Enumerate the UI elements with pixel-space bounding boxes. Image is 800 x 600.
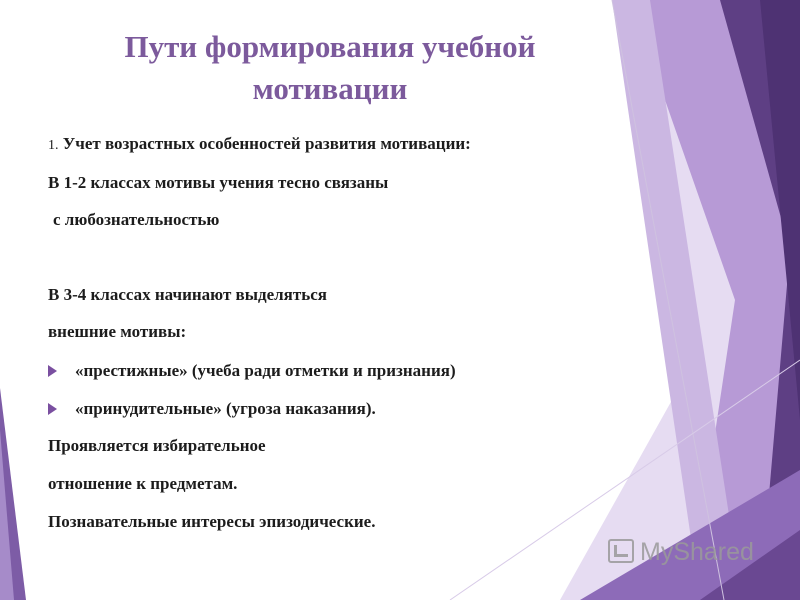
item-number: 1. [48,138,59,153]
title-line-1: Пути формирования учебной [124,29,536,64]
myshared-logo-icon [608,539,634,563]
text-line: Проявляется избирательное [48,436,266,455]
text-line: В 1-2 классах мотивы учения тесно связаны [48,173,389,192]
numbered-item [48,134,471,154]
triangle-bullet-icon [48,365,57,377]
text-line: внешние мотивы: [48,322,187,341]
text-line: Познавательные интересы эпизодические. [48,512,376,531]
item-text: Учет возрастных особенностей развития мотивации: [62,134,471,153]
bullet-text: «престижные» (учеба ради отметки и признания) [75,361,456,380]
slide-title [80,26,580,110]
text-line: с любознательностью [53,210,220,229]
triangle-bullet-icon [48,403,57,415]
text-line: отношение к предметам. [48,474,238,493]
bullet-text: «принудительные» (угроза наказания). [75,399,376,418]
text-line: В 3-4 классах начинают выделяться [48,285,327,304]
bullet-item [48,361,456,381]
title-line-2: мотивации [252,71,408,106]
watermark-text: MyShared [640,538,754,566]
watermark [608,538,754,567]
bullet-item [48,399,376,419]
